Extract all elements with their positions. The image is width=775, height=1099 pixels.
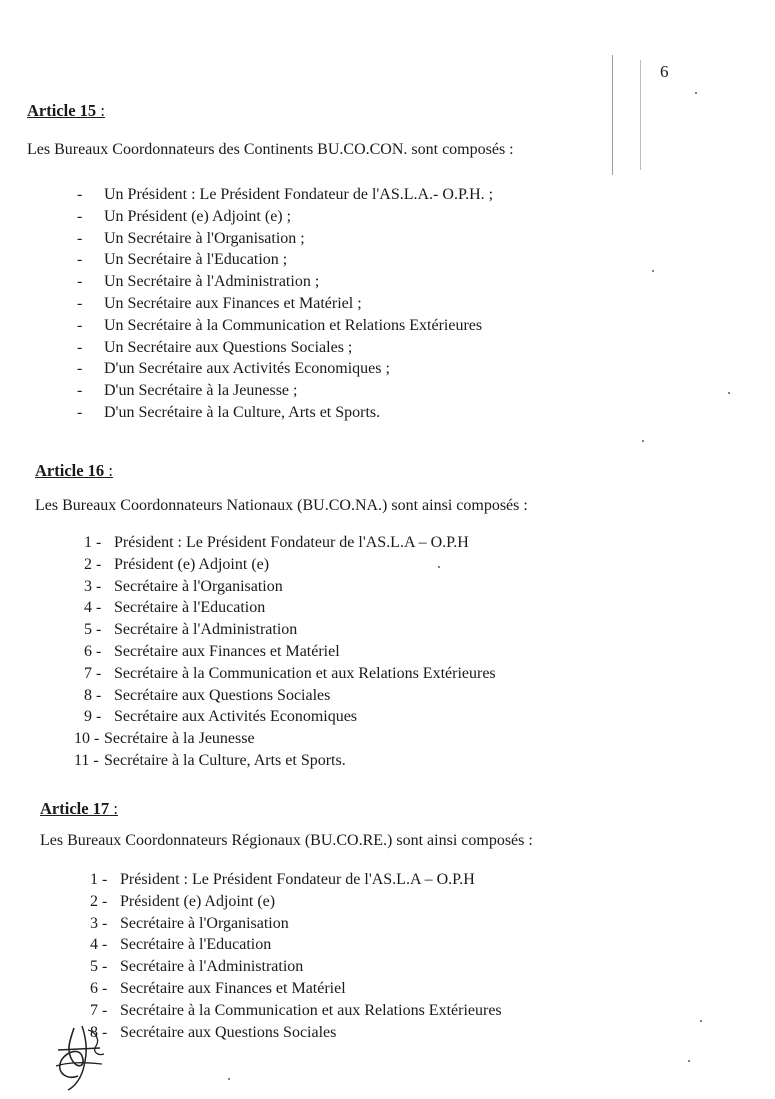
list-item-text: Secrétaire à l'Administration (120, 958, 304, 976)
list-item (84, 554, 496, 576)
item-number: 2 - (84, 555, 102, 573)
list-item-text: Président (e) Adjoint (e) (120, 892, 276, 910)
dash-marker: - (77, 294, 83, 312)
list-item-text: Un Secrétaire aux Questions Sociales ; (104, 338, 353, 356)
item-number: 9 - (84, 708, 102, 726)
list-item-text: Un Secrétaire aux Finances et Matériel ; (104, 294, 362, 312)
list-item-text: Secrétaire à l'Education (114, 599, 266, 617)
item-number: 3 - (90, 914, 108, 932)
article-16-colon: : (104, 461, 113, 480)
list-item-text: Secrétaire à l'Organisation (120, 914, 289, 932)
item-number: 7 - (90, 1001, 108, 1019)
list-item-text: Secrétaire à l'Organisation (114, 577, 283, 595)
article-17-colon: : (109, 799, 118, 818)
list-item-text: Secrétaire aux Activités Economiques (114, 708, 358, 726)
list-item (77, 402, 493, 424)
list-item-text: Secrétaire à l'Administration (114, 621, 298, 639)
article-17-heading (40, 799, 118, 819)
list-item (77, 206, 493, 228)
scan-margin-line (640, 60, 641, 170)
list-item (90, 891, 502, 913)
list-item (90, 913, 502, 935)
article-15-colon: : (96, 101, 105, 120)
list-item-text: Secrétaire à la Communication et aux Relations Extérieures (114, 664, 496, 682)
item-number: 3 - (84, 577, 102, 595)
list-item-text: Un Secrétaire à l'Education ; (104, 251, 288, 269)
scan-speck (728, 392, 730, 394)
list-item-text: D'un Secrétaire à la Culture, Arts et Sports. (104, 403, 381, 421)
list-item (90, 934, 502, 956)
list-item-text: Secrétaire à l'Education (120, 936, 272, 954)
item-number: 10 - (74, 730, 100, 748)
item-number: 4 - (90, 936, 108, 954)
list-item-text: Secrétaire aux Questions Sociales (120, 1023, 337, 1041)
dash-marker: - (77, 207, 83, 225)
article-16-heading (35, 461, 113, 481)
scan-speck (652, 270, 654, 272)
list-item-text: Secrétaire à la Jeunesse (104, 730, 255, 748)
list-item (90, 978, 502, 1000)
list-item (77, 337, 493, 359)
list-item (90, 1022, 502, 1044)
list-item (77, 293, 493, 315)
list-item-text: Secrétaire à la Culture, Arts et Sports. (104, 751, 346, 769)
item-number: 1 - (90, 871, 108, 888)
list-item-text: D'un Secrétaire aux Activités Economiques ; (104, 360, 390, 378)
list-item (77, 249, 493, 271)
item-number: 6 - (90, 979, 108, 997)
article-15-title: Article 15 (27, 101, 97, 120)
article-15-heading (27, 101, 105, 121)
list-item (77, 380, 493, 402)
article-16-title: Article 16 (35, 461, 105, 480)
list-item (77, 271, 493, 293)
list-item (84, 685, 496, 707)
dash-marker: - (77, 186, 83, 203)
dash-marker: - (77, 229, 83, 247)
list-item-text: Président (e) Adjoint (e) (114, 555, 270, 573)
item-number: 1 - (84, 534, 102, 551)
list-item-text: Secrétaire aux Finances et Matériel (120, 979, 346, 997)
list-item-text: Président : Le Président Fondateur de l'AS.L.A – O.P.H (114, 534, 469, 551)
list-item-text: Président : Le Président Fondateur de l'AS.L.A – O.P.H (120, 871, 475, 888)
item-number: 8 - (84, 686, 102, 704)
item-number: 5 - (84, 621, 102, 639)
list-item-text: Un Secrétaire à l'Organisation ; (104, 229, 305, 247)
item-number: 6 - (84, 642, 102, 660)
list-item (84, 619, 496, 641)
item-number: 7 - (84, 664, 102, 682)
list-item (77, 358, 493, 380)
list-item-text: Un Secrétaire à la Communication et Relations Extérieures (104, 316, 483, 334)
scan-speck (642, 440, 644, 442)
article-17-list (90, 869, 502, 1043)
dash-marker: - (77, 403, 83, 421)
scan-speck (700, 1020, 702, 1022)
article-15-list (77, 184, 493, 424)
item-number: 11 - (74, 751, 99, 769)
list-item-text: Secrétaire à la Communication et aux Relations Extérieures (120, 1001, 502, 1019)
list-item-text: Un Président (e) Adjoint (e) ; (104, 207, 292, 225)
dash-marker: - (77, 316, 83, 334)
list-item (90, 956, 502, 978)
article-16-list (74, 532, 496, 772)
dash-marker: - (77, 338, 83, 356)
scan-margin-line (612, 55, 613, 175)
article-16-intro: Les Bureaux Coordonnateurs Nationaux (BU.CO.NA.) sont ainsi composés : (35, 497, 528, 514)
item-number: 2 - (90, 892, 108, 910)
list-item (84, 576, 496, 598)
list-item (77, 184, 493, 206)
article-15-intro: Les Bureaux Coordonnateurs des Continents BU.CO.CON. sont composés : (27, 141, 514, 158)
page-number: 6 (660, 62, 669, 81)
dash-marker: - (77, 273, 83, 291)
scan-speck (688, 1060, 690, 1062)
list-item (74, 750, 496, 772)
list-item-text: Secrétaire aux Questions Sociales (114, 686, 331, 704)
scan-speck (228, 1078, 230, 1080)
list-item (84, 663, 496, 685)
list-item-text: Un Président : Le Président Fondateur de l'AS.L.A.- O.P.H. ; (104, 186, 494, 203)
list-item (84, 706, 496, 728)
article-17-title: Article 17 (40, 799, 110, 818)
scan-speck (695, 92, 697, 94)
dash-marker: - (77, 360, 83, 378)
list-item (84, 532, 496, 554)
article-17-intro: Les Bureaux Coordonnateurs Régionaux (BU.CO.RE.) sont ainsi composés : (40, 832, 533, 849)
list-item (84, 597, 496, 619)
dash-marker: - (77, 251, 83, 269)
list-item (77, 315, 493, 337)
list-item-text: Un Secrétaire à l'Administration ; (104, 273, 320, 291)
list-item-text: D'un Secrétaire à la Jeunesse ; (104, 382, 298, 400)
item-number: 8 - (90, 1023, 108, 1041)
list-item (74, 728, 496, 750)
handwritten-signature (52, 1020, 112, 1095)
list-item (84, 641, 496, 663)
item-number: 4 - (84, 599, 102, 617)
item-number: 5 - (90, 958, 108, 976)
list-item (90, 869, 502, 891)
list-item (77, 228, 493, 250)
list-item-text: Secrétaire aux Finances et Matériel (114, 642, 340, 660)
dash-marker: - (77, 382, 83, 400)
list-item (90, 1000, 502, 1022)
